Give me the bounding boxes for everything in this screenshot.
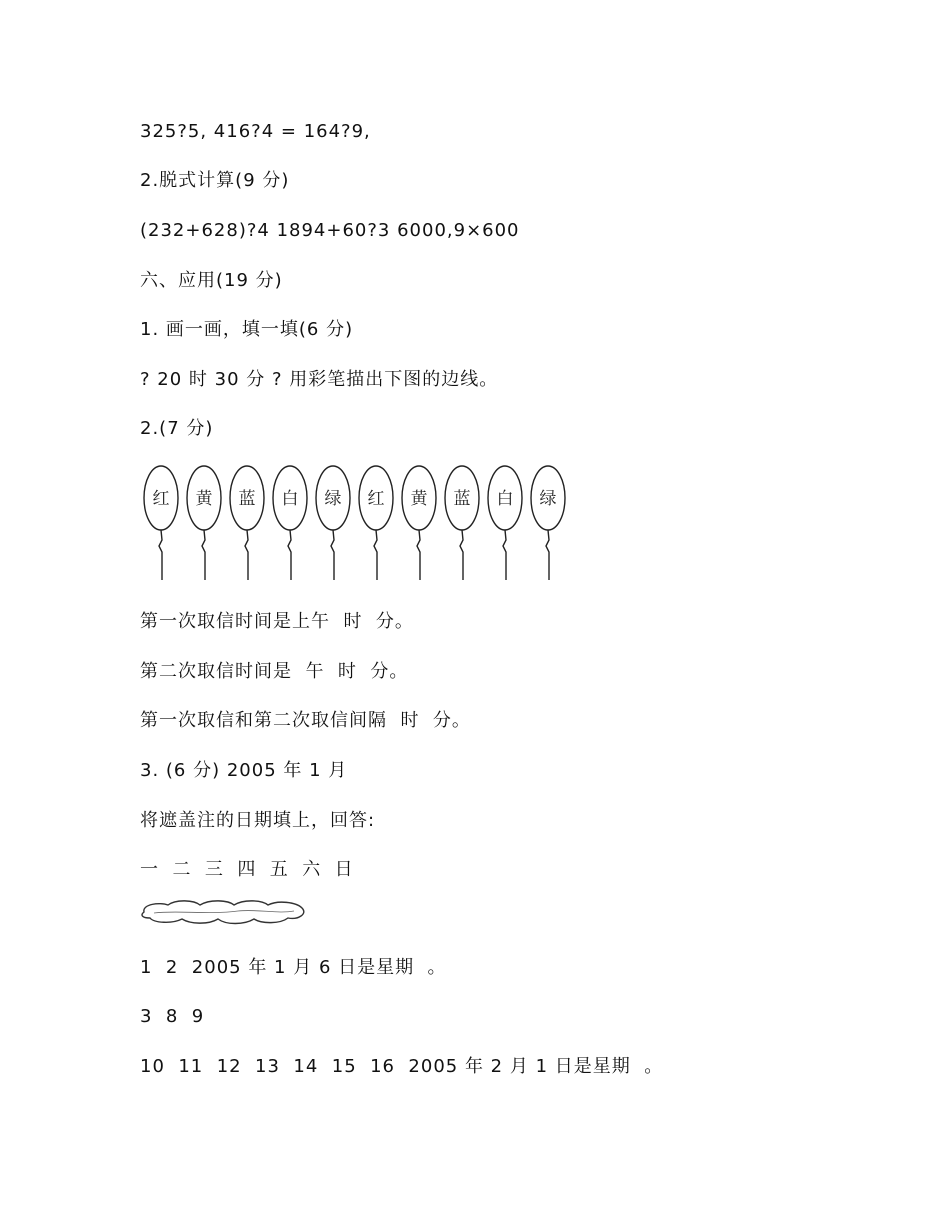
cloud-cover-icon <box>138 896 308 928</box>
question-3-title: 3. (6 分) 2005 年 1 月 <box>140 760 348 781</box>
section-heading-application: 六、应用(19 分) <box>140 270 283 291</box>
question-2-title: 2.(7 分) <box>140 418 214 439</box>
balloon <box>316 466 350 580</box>
balloon-string <box>245 530 248 580</box>
balloon-label: 蓝 <box>238 489 256 509</box>
balloon <box>359 466 393 580</box>
balloon <box>144 466 178 580</box>
balloon-string <box>546 530 549 580</box>
second-pickup-time: 第二次取信时间是 午 时 分。 <box>140 661 409 682</box>
weekday-header: 一 二 三 四 五 六 日 <box>140 859 354 880</box>
balloon-label: 白 <box>496 489 514 509</box>
balloon-label: 红 <box>367 489 385 509</box>
balloon-label: 绿 <box>324 489 342 509</box>
balloon-label: 黄 <box>195 489 213 509</box>
question-3-instruction: 将遮盖注的日期填上，回答: <box>140 810 376 831</box>
equation-line: 325?5, 416?4 = 164?9, <box>140 121 371 142</box>
first-pickup-time: 第一次取信时间是上午 时 分。 <box>140 611 414 632</box>
balloon <box>531 466 565 580</box>
balloon-string <box>460 530 463 580</box>
calendar-row-2: 3 8 9 <box>140 1006 205 1027</box>
balloon <box>488 466 522 580</box>
pickup-interval: 第一次取信和第二次取信间隔 时 分。 <box>140 710 471 731</box>
balloons-figure <box>138 456 568 586</box>
balloon-label: 黄 <box>410 489 428 509</box>
balloon-string <box>202 530 205 580</box>
calendar-row-1: 1 2 2005 年 1 月 6 日是星期 。 <box>140 957 447 978</box>
question-1-text: ? 20 时 30 分 ? 用彩笔描出下图的边线。 <box>140 369 499 390</box>
balloon <box>187 466 221 580</box>
balloon-label: 白 <box>281 489 299 509</box>
balloon-label: 红 <box>152 489 170 509</box>
balloon-string <box>374 530 377 580</box>
balloon-string <box>288 530 291 580</box>
question-1-title: 1. 画一画，填一填(6 分) <box>140 319 354 340</box>
balloon-string <box>331 530 334 580</box>
balloon-string <box>417 530 420 580</box>
balloon <box>445 466 479 580</box>
balloon-label: 绿 <box>539 489 557 509</box>
balloon-string <box>503 530 506 580</box>
calc-expressions: (232+628)?4 1894+60?3 6000,9×600 <box>140 220 520 241</box>
balloon-string <box>159 530 162 580</box>
balloon <box>273 466 307 580</box>
balloon <box>402 466 436 580</box>
section-heading-stepwise-calc: 2.脱式计算(9 分) <box>140 170 290 191</box>
balloon <box>230 466 264 580</box>
calendar-row-3: 10 11 12 13 14 15 16 2005 年 2 月 1 日是星期 。 <box>140 1056 664 1077</box>
balloon-label: 蓝 <box>453 489 471 509</box>
